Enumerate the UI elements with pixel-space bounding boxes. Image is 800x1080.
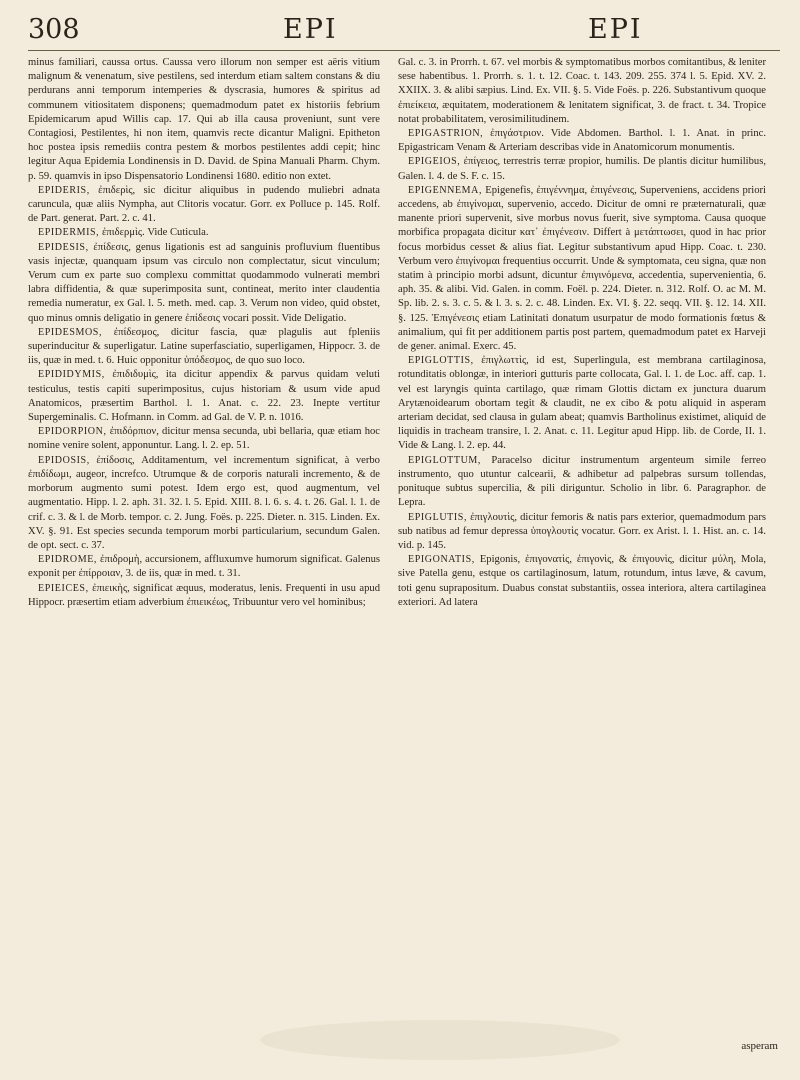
dictionary-entry <box>398 184 766 354</box>
dictionary-entry <box>398 155 766 183</box>
dictionary-entry <box>398 127 766 155</box>
running-head-left: EPI <box>283 14 338 45</box>
entry-text: Epigenefis, ἐπιγέννημα, ἐπιγένεσις, Superveniens, accidens priori accedens, ab ἐπιγίνομαι, supervenio, accedo. Dicitur de omni re præternaturali, quæ manente priori supervenit, sive morbus novus fuerit, sive symptoma. Causa quoque morbifica propagata dicitur κατ᾽ ἐπιγένεσιν. Differt à μετάπτωσει, quod in hac prior focus morbidus cesset & alius fiat. Legitur substantivum apud Hipp. Coac. t. 230. Verbum vero ἐπιγίνομαι frequentius occurrit. Unde & symptomata, ceu signa, quæ non statim à principio morbi adsunt, dicuntur ἐπιγινόμενα, accedentia, supervenientia, 6. aph. 35. & alibi. Vid. Galen. in comm. Foël. p. 224. Dieter. n. 312. Rolf. O. ac M. M. Sp. lib. 2. s. 3. c. 5. & l. 3. s. 2. c. 48. Linden. Ex. VI. §. 22. seqq. VII. §. 12. 14. XII. §. 125. Ἐπιγένεσις etiam Latinitati donatum usurpatur de modo formationis fœtus & animalium, qui fit per additionem partis post partem, quemadmodum patet ex Harveji de gener. animal. Exerc. 45. <box>398 184 766 353</box>
dictionary-entry <box>28 368 380 425</box>
running-head-right: EPI <box>588 14 643 45</box>
page-number: 308 <box>28 14 80 45</box>
entry-lemma: EPIEICES, <box>38 582 89 594</box>
entry-text: ἐπίδεσις, genus ligationis est ad sanguinis profluvium fluentibus vasis injectæ, quanquam ipsum vas circulo non complectatur, sicut vinculum; Verum cum ex parte suo complexu committat quodammodo vulnerati membri labra diffidentia, & quæ superimposita sunt, contineat, merito inter claudentia remedia numeratur, ex Gal. l. 5. meth. med. cap. 3. Verum non video, quid obstet, quo minus omnis deligatio in genere ἐπίδεσις vocari possit. Vide Deligatio. <box>28 241 380 324</box>
entry-lemma: EPIDESMOS, <box>38 326 103 338</box>
entry-lemma: EPIGONATIS, <box>408 554 475 566</box>
entry-lemma: EPIGLUTIS, <box>408 511 468 523</box>
dictionary-entry <box>28 454 380 553</box>
entry-lemma: EPIGLOTTUM, <box>408 454 481 466</box>
entry-text: Epigonis, ἐπιγονατὶς, ἐπιγονὶς, & ἐπιγουνὶς, dicitur μύλη, Mola, sive Patella genu, estque os cartilaginosum, latum, rotundum, intus læve, & cavum, toti genu suprapositum. Duabus constat substantiis, ossea interiora, altera cartilaginea exteriori. Ad latera <box>398 554 766 608</box>
dictionary-entry <box>398 553 766 610</box>
dictionary-entry <box>28 553 380 581</box>
left-column <box>28 56 380 610</box>
entry-lemma: EPIDERIS, <box>38 184 90 196</box>
dictionary-entry <box>28 241 380 326</box>
entry-text: ἐπιδόρπιον, dicitur mensa secunda, ubi bellaria, quæ etiam hoc nomine venire solent, apponuntur. Lang. l. 2. ep. 51. <box>28 426 380 452</box>
entry-text: ἐπιδερὶς, sic dicitur aliquibus in pudendo muliebri adnata caruncula, quæ aliis Nympha, aut Clitoris vocatur. Gorr. ex Polluce p. 145. Rolf. de Part. generat. Part. 2. c. 41. <box>28 184 380 225</box>
entry-text: ἐπίγειος, terrestris terræ propior, humilis. De plantis dicitur humilibus, Galen. l. 4. de S. F. c. 15. <box>398 156 766 182</box>
dictionary-entry <box>28 56 380 184</box>
entry-lemma: EPIGLOTTIS, <box>408 355 474 367</box>
page-header <box>28 14 780 50</box>
header-rule <box>28 50 780 51</box>
right-column <box>398 56 766 610</box>
entry-lemma: EPIDESIS, <box>38 241 89 253</box>
entry-lemma: EPIDOSIS, <box>38 454 90 466</box>
entry-text: minus familiari, caussa ortus. Caussa vero illorum non semper est aëris vitium malignum & venenatum, sive pestilens, sed interdum etiam saltem constans & diu perdurans anni temporum intemperies & dyscrasia, humores & spiritus ad communem vitiositatem disponens; quemadmodum patet ex historiis febrium Epidemicarum apud Willis cap. 17. Qui ab illa causa proveniunt, sunt vere Contagiosi, Pestilentes, hi non item, quamvis recte dicantur Maligni. Epitheton hoc postea ipsis remediis contra pestem & morbos pestilentes addi cepit; hinc legitur Aqua Epidemia Londinensis in D. David. de Spina Manuali Pharm. Chym. p. 59. quamvis in ipso Dispensatorio Londinensi 1680. editio non extet. <box>28 57 380 182</box>
entry-text: ἐπιδιδυμὶς, ita dicitur appendix & parvus quidam veluti testiculus, testis capiti superimpositus, cujus historiam & usum vide apud Anatomicos, præsertim Barthol. l. 1. Anat. c. 22. 23. Inepte vertitur Supergeminalis. C. Hofmann. in Comm. ad Gal. de V. P. n. 1016. <box>28 369 380 424</box>
dictionary-entry <box>398 354 766 453</box>
entry-lemma: EPIDORPION, <box>38 426 107 438</box>
entry-text: ἐπιγάστριον. Vide Abdomen. Barthol. l. 1. Anat. in princ. Epigastricam Venam & Arteriam describas vide in Anatomicorum monumentis. <box>398 128 766 154</box>
entry-text: ἐπιεικὴς, significat æquus, moderatus, lenis. Frequenti in usu apud Hippocr. præsertim etiam adverbium ἐπιεικέως, Tribuuntur vero vel hominibus; <box>28 582 380 608</box>
dictionary-entry <box>28 326 380 369</box>
dictionary-entry <box>398 511 766 554</box>
dictionary-entry <box>28 184 380 227</box>
entry-lemma: EPIDERMIS, <box>38 227 100 239</box>
entry-lemma: EPIDROME, <box>38 554 98 566</box>
entry-text: ἐπίδοσις, Additamentum, vel incrementum significat, à verbo ἐπιδίδωμι, augeor, increfco. Utrumque & de corporis naturali incremento, & de morborum augmento sumi potest. Idem ergo est, quod augmentum, vel augmentatio. Hipp. l. 2. aph. 31. 32. l. 5. Epid. XIII. 8. l. 6. s. 4. t. 26. Gal. l. 1. de crif. c. 3. & l. de Morb. tempor. c. 2. Jung. Foës. p. 225. Dieter. n. 315. Linden. Ex. XV. §. 91. Est species secunda temporum morbi particularium, secundum Galen. de opt. sect. c. 37. <box>28 454 380 551</box>
entry-text: Paracelso dicitur instrumentum argenteum simile ferreo instrumento, quo utuntur calcearii, & adhibetur ad palpebras sursum tollendas, ponituque subtus supercilia, & pili diriguntur. Scholio in libr. 6. Paragraphor. de Lepra. <box>398 454 766 509</box>
dictionary-entry <box>28 226 380 240</box>
entry-lemma: EPIDIDYMIS, <box>38 369 105 381</box>
dictionary-entry <box>28 582 380 610</box>
entry-text: ἐπιγλουτὶς, dicitur femoris & natis pars exterior, quemadmodum pars sub natibus ad femur depressa ὑπογλουτὶς vocatur. Gorr. ex Arist. l. 1. Hist. an. c. 14. vid. p. 145. <box>398 511 766 551</box>
entry-lemma: EPIGEIOS, <box>408 156 461 168</box>
entry-text: ἐπιδρομὴ, accursionem, affluxumve humorum significat. Galenus exponit per ἐπίρροιαν, 3. de iis, quæ in med. t. 31. <box>28 554 380 580</box>
entry-text: Gal. c. 3. in Prorrh. t. 67. vel morbis & symptomatibus morbos comitantibus, & leniter sese habentibus. 1. Prorrh. s. 1. t. 12. Coac. t. 143. 209. 255. 374 l. 5. Epid. XV. 2. XXIIX. 3. & alibi sæpius. Lind. Ex. VII. §. 5. Vide Foës. p. 226. Substantivum quoque ἐπιείκεια, æquitatem, moderationem & lenitatem significat, 3. de fract. t. 34. Tropice notat probabilitatem, verosimilitudinem. <box>398 57 766 125</box>
dictionary-entry <box>398 454 766 511</box>
entry-text: ἐπιγλωττὶς, id est, Superlingula, est membrana cartilaginosa, rotunditatis oblongæ, in interiori gutturis parte collocata, Gal. l. 1. de Loc. aff. cap. 1. vel est laryngis quinta cartilago, quæ rimam Glottis dictam ex junctura duarum Arytænoidearum obortam tegit & claudit, ne ex cibo & potu aliquid in asperam arteriam decidat, sed clausa in gulam abeat; quamvis Bartholinus existimet, aliquid de liquidis in tracheam transire, l. 2. Anat. c. 11. Legitur apud Hipp. lib. de Corde, II. 1. Vide & Lang. l. 2. ep. 44. <box>398 355 766 452</box>
entry-text: ἐπιδερμὶς. Vide Cuticula. <box>101 227 209 239</box>
catchword: asperam <box>741 1040 778 1052</box>
entry-lemma: EPIGASTRION, <box>408 128 484 140</box>
entry-text: ἐπίδεσμος, dicitur fascia, quæ plagulis aut fpleniis superinducitur & superligatur. Latine superfasciatio, superligamen, Hippocr. 3. de iis, quæ in med. t. 6. Huic opponitur ὑπόδεσμος, de quo suo loco. <box>28 326 380 367</box>
paper-stain <box>260 1020 620 1060</box>
entry-lemma: EPIGENNEMA, <box>408 184 483 196</box>
dictionary-entry <box>28 425 380 453</box>
dictionary-entry <box>398 56 766 127</box>
